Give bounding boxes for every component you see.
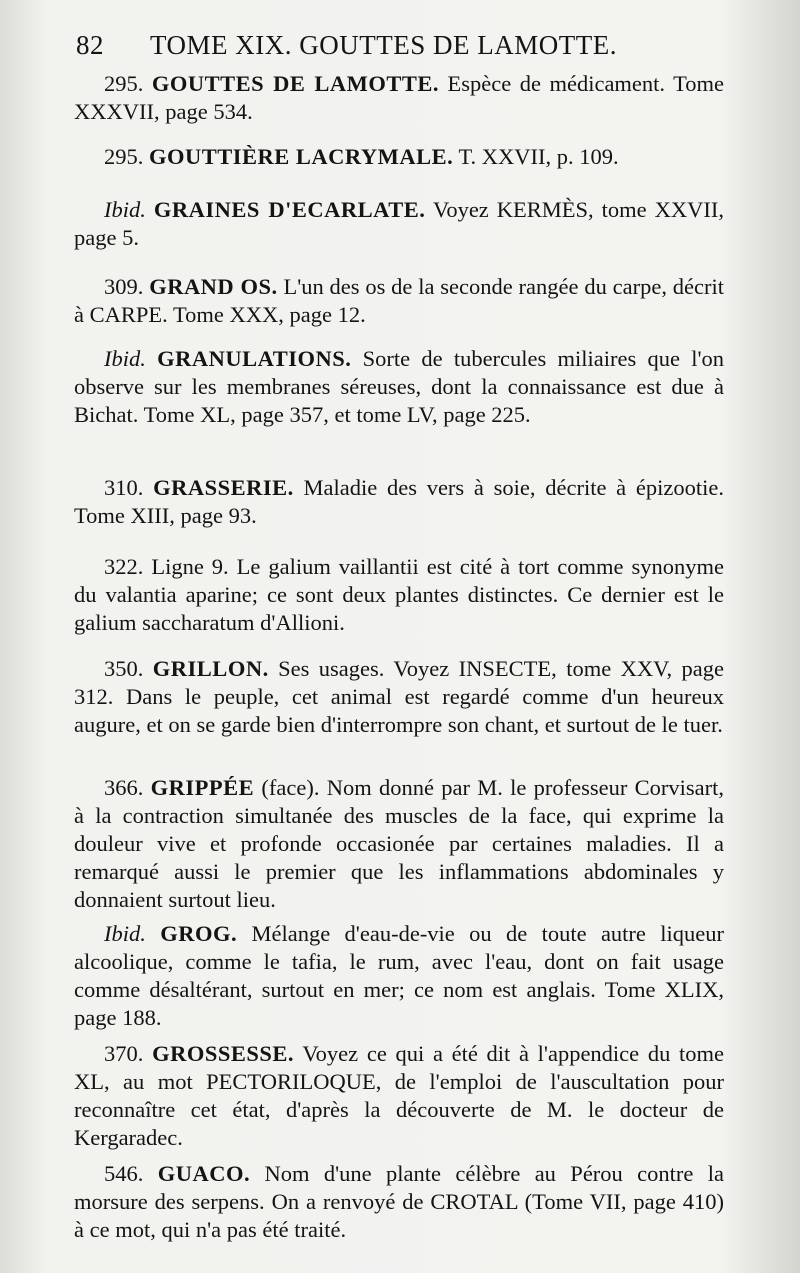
entry (74, 70, 724, 126)
entry-number: 295. (104, 71, 144, 96)
entry-title: GRAND OS. (149, 274, 278, 299)
entry-text: Maladie des vers à soie, décrite à épizootie. Tome XIII, page 93. (74, 475, 724, 528)
entry-text: T. XXVII, p. 109. (458, 144, 619, 169)
entry-title: GRIPPÉE (150, 775, 255, 800)
entry (74, 273, 724, 329)
entry-number: 370. (104, 1041, 144, 1066)
entry (74, 474, 724, 530)
entry (74, 143, 724, 171)
entry-text: Voyez ce qui a été dit à l'appendice du tome XL, au mot PECTORILOQUE, de l'emploi de l'auscultation pour reconnaître cet état, d'après la découverte de M. le docteur de Kergaradec. (74, 1041, 725, 1150)
entry-number: 322. (104, 554, 144, 579)
entry-title: GOUTTES DE LAMOTTE. (151, 71, 440, 96)
entry-number: Ibid. (104, 197, 146, 222)
entry-text: Sorte de tubercules miliaires que l'on observe sur les membranes séreuses, dont la connaissance est due à Bichat. Tome XL, page 357, et tome LV, page 225. (74, 346, 725, 427)
entry-title: GROG. (160, 921, 238, 946)
entry-text: Ligne 9. Le galium vaillantii est cité à tort comme synonyme du valantia aparine; ce sont deux plantes distinctes. Ce dernier est le galium saccharatum d'Allioni. (74, 554, 724, 635)
entry (74, 1040, 724, 1152)
entry-title: GRAINES D'ECARLATE. (153, 197, 426, 222)
entry-text: L'un des os de la seconde rangée du carpe, décrit à CARPE. Tome XXX, page 12. (74, 274, 724, 327)
entry (74, 196, 724, 252)
entry-text: Nom d'une plante célèbre au Pérou contre la morsure des serpens. On a renvoyé de CROTAL (Tome VII, page 410) à ce mot, qui n'a pas été traité. (74, 1161, 725, 1242)
page-number: 82 (76, 30, 104, 60)
entry (74, 774, 724, 914)
entry-text: Ses usages. Voyez INSECTE, tome XXV, page 312. Dans le peuple, cet animal est regardé comme d'un heureux augure, et on se garde bien d'interrompre son chant, et surtout de le tuer. (74, 656, 724, 737)
entry-text: (face). Nom donné par M. le professeur Corvisart, à la contraction simultanée des muscles de la face, qui exprime la douleur vive et profonde occasionée par certaines maladies. Il a remarqué aussi le premier que les inflammations abdominales y donnaient surtout lieu. (74, 775, 724, 912)
running-header (76, 30, 716, 61)
entry-number: Ibid. (104, 346, 146, 371)
running-title: TOME XIX. GOUTTES DE LAMOTTE. (150, 30, 617, 60)
entry-number: 350. (104, 656, 144, 681)
entry-number: 309. (104, 274, 144, 299)
entry (74, 1160, 724, 1244)
entry-number: 366. (104, 775, 144, 800)
entry-title: GRILLON. (152, 656, 269, 681)
entry-title: GROSSESSE. (152, 1041, 295, 1066)
entry (74, 345, 724, 429)
entry-number: 295. (104, 144, 144, 169)
entry-title: GRASSERIE. (153, 475, 294, 500)
entry-text: Espèce de médicament. Tome XXXVII, page 534. (74, 71, 725, 124)
entry-number: 310. (104, 475, 144, 500)
entry-title: GRANULATIONS. (157, 346, 352, 371)
entry-text: Voyez KERMÈS, tome XXVII, page 5. (74, 197, 725, 250)
entry-text: Mélange d'eau-de-vie ou de toute autre liqueur alcoolique, comme le tafia, le rum, avec l'eau, dont on fait usage comme désaltérant, surtout en mer; ce nom est anglais. Tome XLIX, page 188. (74, 921, 724, 1030)
entry-number: Ibid. (104, 921, 146, 946)
entry-number: 546. (104, 1161, 144, 1186)
entry (74, 920, 724, 1032)
entry (74, 553, 724, 637)
entry-title: GUACO. (157, 1161, 251, 1186)
entry-title: GOUTTIÈRE LACRYMALE. (149, 144, 454, 169)
entry (74, 655, 724, 739)
